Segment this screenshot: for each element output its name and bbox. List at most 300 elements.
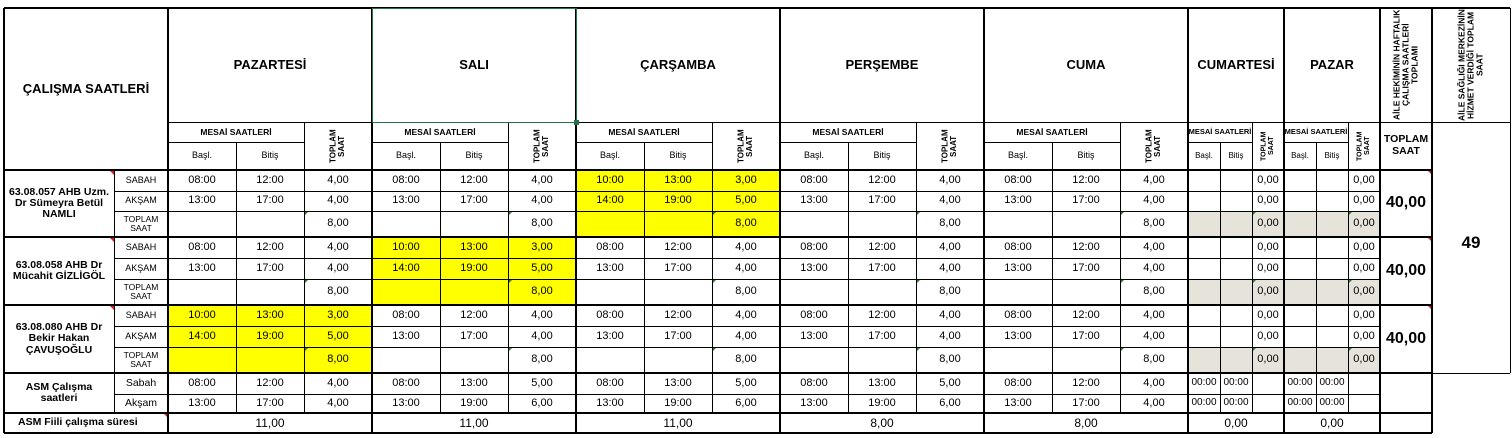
- toplam-saat-bold-header: TOPLAM SAAT: [1383, 133, 1429, 157]
- row-label: SABAH: [125, 309, 157, 320]
- total-hours-cell[interactable]: 3,00: [712, 170, 780, 191]
- time-cell[interactable]: [576, 347, 644, 373]
- time-cell[interactable]: 13:00: [1004, 261, 1032, 274]
- row-label: SABAH: [125, 241, 157, 252]
- time-cell[interactable]: 17:00: [256, 194, 284, 207]
- asm-time-cell[interactable]: 19:00: [460, 396, 488, 409]
- time-cell[interactable]: [984, 347, 1052, 373]
- time-cell[interactable]: 08:00: [1004, 173, 1032, 186]
- time-cell[interactable]: 08:00: [188, 240, 216, 253]
- time-cell[interactable]: [1284, 326, 1316, 347]
- total-hours-cell[interactable]: 8,00: [916, 347, 984, 373]
- total-hours-cell[interactable]: 0,00: [1348, 279, 1380, 305]
- time-cell[interactable]: 17:00: [664, 261, 692, 274]
- total-hours-cell[interactable]: 8,00: [712, 279, 780, 305]
- asm-time-cell[interactable]: 12:00: [256, 376, 284, 389]
- time-cell[interactable]: 13:00: [596, 329, 624, 342]
- total-hours-cell[interactable]: 0,00: [1257, 261, 1279, 274]
- time-cell[interactable]: [1188, 170, 1220, 191]
- grid-line: [712, 122, 713, 413]
- fiili-value: 8,00: [1074, 415, 1098, 430]
- time-cell[interactable]: [1284, 258, 1316, 279]
- total-hours-cell[interactable]: 3,00: [508, 237, 576, 258]
- time-cell[interactable]: [1188, 305, 1220, 326]
- toplam-saat-header: TOPLAM SAAT: [736, 129, 754, 163]
- time-cell[interactable]: 08:00: [596, 240, 624, 253]
- time-cell[interactable]: [1220, 211, 1252, 237]
- asm-time-cell[interactable]: 4,00: [1143, 396, 1165, 409]
- time-cell[interactable]: 12:00: [460, 173, 488, 186]
- total-hours-cell[interactable]: 4,00: [939, 173, 961, 186]
- grid-line: [1380, 372, 1432, 374]
- grid-line: [1120, 122, 1121, 413]
- asm-time-cell[interactable]: 00:00: [1287, 397, 1313, 409]
- asm-time-cell[interactable]: 13:00: [868, 376, 896, 389]
- asm-time-cell[interactable]: [1252, 373, 1284, 394]
- time-cell[interactable]: [440, 347, 508, 373]
- time-cell[interactable]: 17:00: [256, 261, 284, 274]
- time-cell[interactable]: 12:00: [868, 308, 896, 321]
- time-cell[interactable]: [1220, 347, 1252, 373]
- day-header-5: CUMARTESİ: [1197, 57, 1275, 73]
- time-cell[interactable]: [236, 211, 304, 237]
- total-hours-cell[interactable]: 0,00: [1252, 347, 1284, 373]
- row-label: AKŞAM: [125, 330, 157, 341]
- time-cell[interactable]: 17:00: [460, 194, 488, 207]
- total-hours-cell[interactable]: 4,00: [735, 240, 757, 253]
- grid-line: [779, 8, 781, 433]
- total-hours-cell[interactable]: 8,00: [916, 279, 984, 305]
- time-cell[interactable]: 17:00: [868, 194, 896, 207]
- total-hours-cell[interactable]: 0,00: [1353, 329, 1375, 342]
- asm-time-cell[interactable]: 17:00: [1072, 396, 1100, 409]
- time-cell[interactable]: 17:00: [664, 329, 692, 342]
- time-cell[interactable]: [780, 347, 848, 373]
- grid-line: [916, 122, 917, 413]
- time-cell[interactable]: [1316, 326, 1348, 347]
- time-cell[interactable]: 13:00: [392, 194, 420, 207]
- total-hours-cell[interactable]: 8,00: [1120, 279, 1188, 305]
- time-cell[interactable]: 10:00: [372, 237, 440, 258]
- asm-time-cell[interactable]: 6,00: [939, 396, 961, 409]
- asm-time-cell[interactable]: 19:00: [664, 396, 692, 409]
- time-cell[interactable]: 12:00: [1072, 240, 1100, 253]
- time-cell[interactable]: 17:00: [1072, 261, 1100, 274]
- time-cell[interactable]: 13:00: [188, 194, 216, 207]
- total-hours-cell[interactable]: 0,00: [1257, 194, 1279, 207]
- toplam-saat-header: TOPLAM SAAT: [1144, 129, 1162, 163]
- bitis-header: Bitiş: [1228, 150, 1244, 160]
- time-cell[interactable]: 13:00: [1004, 194, 1032, 207]
- grid-line: [983, 8, 985, 433]
- grid-line: [1379, 8, 1381, 433]
- time-cell[interactable]: 13:00: [800, 261, 828, 274]
- total-hours-cell[interactable]: 0,00: [1252, 279, 1284, 305]
- total-hours-cell[interactable]: 5,00: [508, 258, 576, 279]
- total-hours-cell[interactable]: 4,00: [531, 194, 553, 207]
- time-cell[interactable]: 19:00: [440, 258, 508, 279]
- time-cell[interactable]: [1316, 279, 1348, 305]
- time-cell[interactable]: [372, 347, 440, 373]
- time-cell[interactable]: [576, 279, 644, 305]
- asm-time-cell[interactable]: 12:00: [1072, 376, 1100, 389]
- time-cell[interactable]: [644, 347, 712, 373]
- time-cell[interactable]: 14:00: [372, 258, 440, 279]
- time-cell[interactable]: [1188, 326, 1220, 347]
- total-hours-cell[interactable]: 8,00: [304, 211, 372, 237]
- basl-header: Başl.: [1195, 150, 1213, 160]
- mesai-header: MESAİ SAATLERİ: [200, 126, 272, 137]
- total-hours-cell[interactable]: 5,00: [712, 191, 780, 211]
- time-cell[interactable]: [848, 347, 916, 373]
- total-hours-cell[interactable]: 0,00: [1252, 211, 1284, 237]
- total-hours-cell[interactable]: 4,00: [1143, 261, 1165, 274]
- time-cell[interactable]: 10:00: [168, 305, 236, 326]
- time-cell[interactable]: [1220, 326, 1252, 347]
- time-cell[interactable]: 08:00: [800, 240, 828, 253]
- asm-time-cell[interactable]: 4,00: [1143, 376, 1165, 389]
- grid-line: [3, 8, 5, 433]
- asm-time-cell[interactable]: [1348, 394, 1380, 413]
- time-cell[interactable]: 17:00: [868, 261, 896, 274]
- total-hours-cell[interactable]: 4,00: [939, 308, 961, 321]
- time-cell[interactable]: 08:00: [596, 308, 624, 321]
- grid-line: [848, 142, 849, 413]
- asm-time-cell[interactable]: 13:00: [1004, 396, 1032, 409]
- time-cell[interactable]: [1188, 347, 1220, 373]
- time-cell[interactable]: [168, 279, 236, 305]
- time-cell[interactable]: [1316, 191, 1348, 211]
- time-cell[interactable]: 13:00: [236, 305, 304, 326]
- time-cell[interactable]: [236, 347, 304, 373]
- basl-header: Başl.: [803, 150, 824, 161]
- time-cell[interactable]: [1316, 305, 1348, 326]
- grid-line: [1284, 122, 1380, 123]
- total-hours-cell[interactable]: 4,00: [327, 261, 349, 274]
- time-cell[interactable]: [1284, 170, 1316, 191]
- time-cell[interactable]: 13:00: [188, 261, 216, 274]
- asm-time-cell[interactable]: 13:00: [664, 376, 692, 389]
- grid-line: [1187, 8, 1189, 433]
- bitis-header: Bitiş: [1077, 150, 1095, 161]
- time-cell[interactable]: 12:00: [460, 308, 488, 321]
- asm-time-cell[interactable]: 13:00: [460, 376, 488, 389]
- time-cell[interactable]: 12:00: [1072, 173, 1100, 186]
- grid-line: [4, 433, 5, 434]
- total-hours-cell[interactable]: 0,00: [1353, 261, 1375, 274]
- mesai-header: MESAİ SAATLERİ: [608, 126, 680, 137]
- total-hours-cell[interactable]: 8,00: [508, 211, 576, 237]
- total-hours-cell[interactable]: 5,00: [304, 326, 372, 347]
- time-cell[interactable]: [1052, 279, 1120, 305]
- time-cell[interactable]: 12:00: [664, 240, 692, 253]
- time-cell[interactable]: [372, 279, 440, 305]
- total-hours-cell[interactable]: 0,00: [1353, 240, 1375, 253]
- asm-time-cell[interactable]: 00:00: [1191, 397, 1217, 409]
- sheet-title: ÇALIŞMA SAATLERİ: [22, 81, 150, 97]
- total-hours-cell[interactable]: 4,00: [939, 240, 961, 253]
- grid-line: [4, 304, 1432, 306]
- time-cell[interactable]: [1188, 191, 1220, 211]
- time-cell[interactable]: [1220, 191, 1252, 211]
- time-cell[interactable]: 08:00: [188, 173, 216, 186]
- fiili-value: 0,00: [1320, 415, 1344, 430]
- total-hours-cell[interactable]: 4,00: [327, 173, 349, 186]
- time-cell[interactable]: 13:00: [392, 329, 420, 342]
- time-cell[interactable]: 12:00: [256, 240, 284, 253]
- toplam-saat-header: TOPLAM SAAT: [1356, 131, 1371, 161]
- total-hours-cell[interactable]: 4,00: [1143, 308, 1165, 321]
- time-cell[interactable]: 13:00: [800, 329, 828, 342]
- asm-time-cell[interactable]: 08:00: [800, 376, 828, 389]
- total-hours-cell[interactable]: 4,00: [939, 194, 961, 207]
- fiili-value: 11,00: [663, 415, 693, 430]
- time-cell[interactable]: [1052, 211, 1120, 237]
- total-hours-cell[interactable]: 8,00: [304, 347, 372, 373]
- time-cell[interactable]: [1316, 170, 1348, 191]
- grid-line: [4, 236, 1432, 238]
- total-hours-cell[interactable]: 4,00: [531, 329, 553, 342]
- grid-line: [1188, 122, 1284, 123]
- time-cell[interactable]: 13:00: [644, 170, 712, 191]
- fiili-value: 11,00: [459, 415, 489, 430]
- time-cell[interactable]: [780, 211, 848, 237]
- asm-time-cell[interactable]: 13:00: [392, 396, 420, 409]
- asm-time-cell[interactable]: 5,00: [735, 376, 757, 389]
- time-cell[interactable]: [1316, 258, 1348, 279]
- time-cell[interactable]: [1284, 305, 1316, 326]
- bitis-header: Bitiş: [669, 150, 687, 161]
- total-hours-cell[interactable]: 0,00: [1257, 308, 1279, 321]
- total-hours-cell[interactable]: 8,00: [508, 279, 576, 305]
- time-cell[interactable]: [848, 279, 916, 305]
- day-header-0: PAZARTESİ: [233, 57, 307, 73]
- time-cell[interactable]: [1052, 347, 1120, 373]
- total-hours-cell[interactable]: 4,00: [531, 308, 553, 321]
- total-hours-cell[interactable]: 4,00: [735, 329, 757, 342]
- time-cell[interactable]: [440, 279, 508, 305]
- time-cell[interactable]: 13:00: [800, 194, 828, 207]
- weekly-total-value: 40,00: [1380, 170, 1432, 237]
- total-hours-cell[interactable]: 8,00: [712, 347, 780, 373]
- asm-time-cell[interactable]: [1348, 373, 1380, 394]
- time-cell[interactable]: [644, 211, 712, 237]
- time-cell[interactable]: 17:00: [1072, 329, 1100, 342]
- asm-time-cell[interactable]: 08:00: [392, 376, 420, 389]
- asm-time-cell[interactable]: 17:00: [256, 396, 284, 409]
- total-hours-cell[interactable]: 8,00: [916, 211, 984, 237]
- total-hours-cell[interactable]: 8,00: [1120, 347, 1188, 373]
- time-cell[interactable]: [1220, 258, 1252, 279]
- time-cell[interactable]: [1188, 237, 1220, 258]
- asm-time-cell[interactable]: 6,00: [735, 396, 757, 409]
- mesai-header: MESAİ SAATLERİ: [1284, 127, 1348, 137]
- time-cell[interactable]: 08:00: [800, 173, 828, 186]
- time-cell[interactable]: 08:00: [1004, 240, 1032, 253]
- time-cell[interactable]: 12:00: [1072, 308, 1100, 321]
- total-hours-cell[interactable]: 0,00: [1257, 240, 1279, 253]
- asm-time-cell[interactable]: [1252, 394, 1284, 413]
- time-cell[interactable]: 14:00: [168, 326, 236, 347]
- row-label: TOPLAM SAAT: [123, 282, 159, 301]
- time-cell[interactable]: [1284, 237, 1316, 258]
- time-cell[interactable]: [1284, 347, 1316, 373]
- grid-line: [1348, 122, 1349, 413]
- asm-time-cell[interactable]: 08:00: [596, 376, 624, 389]
- asm-time-cell[interactable]: 00:00: [1223, 397, 1249, 409]
- time-cell[interactable]: 19:00: [236, 326, 304, 347]
- asm-time-cell[interactable]: 00:00: [1223, 377, 1249, 389]
- time-cell[interactable]: 13:00: [440, 237, 508, 258]
- time-cell[interactable]: 08:00: [392, 308, 420, 321]
- time-cell[interactable]: [780, 279, 848, 305]
- time-cell[interactable]: [644, 279, 712, 305]
- grid-line: [1052, 142, 1053, 413]
- basl-header: Başl.: [1007, 150, 1028, 161]
- time-cell[interactable]: 12:00: [256, 173, 284, 186]
- total-hours-cell[interactable]: 4,00: [735, 308, 757, 321]
- asm-time-cell[interactable]: 13:00: [800, 396, 828, 409]
- total-hours-cell[interactable]: 0,00: [1353, 308, 1375, 321]
- row-label: TOPLAM SAAT: [123, 350, 159, 369]
- time-cell[interactable]: [1284, 279, 1316, 305]
- fiili-value: 0,00: [1224, 415, 1248, 430]
- time-cell[interactable]: [1284, 191, 1316, 211]
- total-hours-cell[interactable]: 4,00: [327, 194, 349, 207]
- asm-time-cell[interactable]: 00:00: [1191, 377, 1217, 389]
- total-hours-cell[interactable]: 4,00: [939, 329, 961, 342]
- total-hours-cell[interactable]: 4,00: [735, 261, 757, 274]
- time-cell[interactable]: [168, 211, 236, 237]
- bitis-header: Bitiş: [261, 150, 279, 161]
- time-cell[interactable]: 13:00: [596, 261, 624, 274]
- doctor-name: 63.08.058 AHB Dr Mücahit GİZLİGÖL: [4, 237, 114, 305]
- time-cell[interactable]: [1188, 279, 1220, 305]
- time-cell[interactable]: 12:00: [664, 308, 692, 321]
- time-cell[interactable]: [984, 211, 1052, 237]
- total-hours-cell[interactable]: 0,00: [1353, 173, 1375, 186]
- time-cell[interactable]: 19:00: [644, 191, 712, 211]
- time-cell[interactable]: [1316, 211, 1348, 237]
- total-hours-cell[interactable]: 8,00: [508, 347, 576, 373]
- grid-line: [644, 142, 645, 413]
- asm-time-cell[interactable]: 00:00: [1319, 397, 1345, 409]
- total-hours-cell[interactable]: 4,00: [1143, 173, 1165, 186]
- total-hours-cell[interactable]: 8,00: [1120, 211, 1188, 237]
- total-hours-cell[interactable]: 0,00: [1353, 194, 1375, 207]
- time-cell[interactable]: 12:00: [868, 173, 896, 186]
- fiili-value: 8,00: [870, 415, 894, 430]
- time-cell[interactable]: 08:00: [1004, 308, 1032, 321]
- time-cell[interactable]: [1220, 170, 1252, 191]
- grid-line: [1283, 8, 1285, 433]
- time-cell[interactable]: [1284, 211, 1316, 237]
- time-cell[interactable]: 08:00: [392, 173, 420, 186]
- grid-line: [1380, 122, 1510, 123]
- total-hours-cell[interactable]: 4,00: [1143, 329, 1165, 342]
- fill-handle[interactable]: [574, 120, 579, 125]
- time-cell[interactable]: 08:00: [800, 308, 828, 321]
- total-hours-cell[interactable]: 0,00: [1257, 329, 1279, 342]
- time-cell[interactable]: 17:00: [868, 329, 896, 342]
- time-cell[interactable]: 10:00: [576, 170, 644, 191]
- row-label: SABAH: [125, 174, 157, 185]
- total-hours-cell[interactable]: 4,00: [327, 240, 349, 253]
- time-cell[interactable]: [984, 279, 1052, 305]
- time-cell[interactable]: 12:00: [868, 240, 896, 253]
- asm-time-cell[interactable]: 5,00: [939, 376, 961, 389]
- day-header-6: PAZAR: [1310, 57, 1354, 73]
- asm-time-cell[interactable]: 13:00: [188, 396, 216, 409]
- grid-line: [1380, 304, 1432, 306]
- asm-time-cell[interactable]: 00:00: [1319, 377, 1345, 389]
- grid-line: [4, 169, 1432, 171]
- asm-time-cell[interactable]: 00:00: [1287, 377, 1313, 389]
- selected-cell-outline: [372, 8, 577, 123]
- mesai-header: MESAİ SAATLERİ: [404, 126, 476, 137]
- asm-time-cell[interactable]: 4,00: [327, 396, 349, 409]
- time-cell[interactable]: 17:00: [460, 329, 488, 342]
- asm-time-cell[interactable]: 08:00: [1004, 376, 1032, 389]
- total-hours-cell[interactable]: 4,00: [531, 173, 553, 186]
- weekly-total-header: AİLE HEKİMİNİN HAFTALIK ÇALIŞMA SAATLERİ TOPLAMI: [1391, 9, 1420, 121]
- bitis-header: Bitiş: [465, 150, 483, 161]
- total-hours-cell[interactable]: 4,00: [1143, 194, 1165, 207]
- grid-line: [984, 122, 1188, 123]
- time-cell[interactable]: [168, 347, 236, 373]
- toplam-saat-header: TOPLAM SAAT: [328, 129, 346, 163]
- row-label: AKŞAM: [125, 195, 157, 206]
- time-cell[interactable]: [1220, 237, 1252, 258]
- asm-time-cell[interactable]: 19:00: [868, 396, 896, 409]
- time-cell[interactable]: [1316, 237, 1348, 258]
- time-cell[interactable]: [1188, 211, 1220, 237]
- time-cell[interactable]: [848, 211, 916, 237]
- time-cell[interactable]: [236, 279, 304, 305]
- grid-line: [780, 122, 984, 123]
- grid-line: [304, 122, 305, 413]
- asm-time-cell[interactable]: 08:00: [188, 376, 216, 389]
- time-cell[interactable]: [1316, 347, 1348, 373]
- doctor-name: 63.08.057 AHB Uzm. Dr Sümeyra Betül NAMLI: [4, 170, 114, 237]
- time-cell[interactable]: [440, 211, 508, 237]
- time-cell[interactable]: 13:00: [1004, 329, 1032, 342]
- mesai-header: MESAİ SAATLERİ: [1188, 127, 1252, 137]
- asm-time-cell[interactable]: 13:00: [596, 396, 624, 409]
- asm-time-cell[interactable]: 5,00: [531, 376, 553, 389]
- total-hours-cell[interactable]: 0,00: [1348, 347, 1380, 373]
- time-cell[interactable]: [1220, 305, 1252, 326]
- asm-time-cell[interactable]: 4,00: [327, 376, 349, 389]
- time-cell[interactable]: [372, 211, 440, 237]
- total-hours-cell[interactable]: 0,00: [1257, 173, 1279, 186]
- total-hours-cell[interactable]: 4,00: [939, 261, 961, 274]
- bitis-header: Bitiş: [1324, 150, 1340, 160]
- total-hours-cell[interactable]: 8,00: [304, 279, 372, 305]
- time-cell[interactable]: [1188, 258, 1220, 279]
- row-label: TOPLAM SAAT: [123, 214, 159, 233]
- total-hours-cell[interactable]: 3,00: [304, 305, 372, 326]
- asm-time-cell[interactable]: 6,00: [531, 396, 553, 409]
- time-cell[interactable]: [576, 211, 644, 237]
- time-cell[interactable]: 17:00: [1072, 194, 1100, 207]
- time-cell[interactable]: 14:00: [576, 191, 644, 211]
- grid-line: [1220, 142, 1221, 413]
- time-cell[interactable]: [1220, 279, 1252, 305]
- total-hours-cell[interactable]: 8,00: [712, 211, 780, 237]
- total-hours-cell[interactable]: 4,00: [1143, 240, 1165, 253]
- total-hours-cell[interactable]: 0,00: [1348, 211, 1380, 237]
